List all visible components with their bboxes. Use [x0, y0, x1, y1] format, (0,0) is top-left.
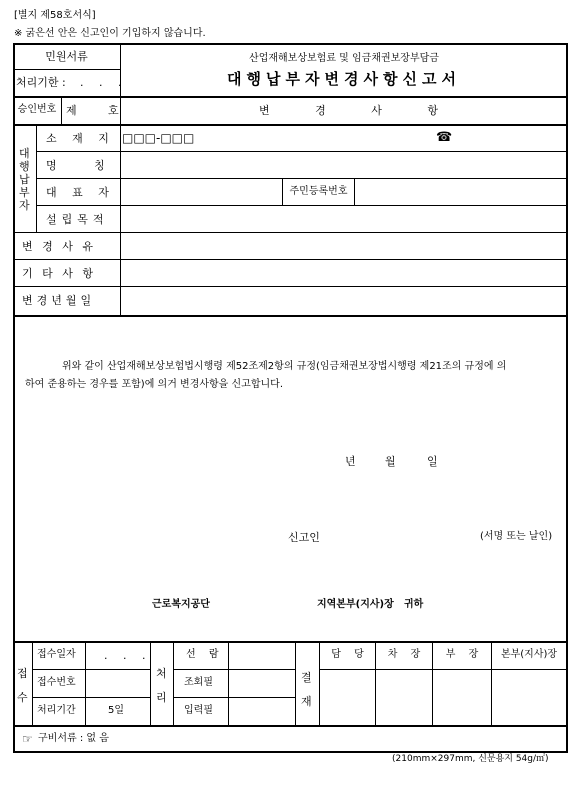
processing-period-label: 처리기간: [37, 705, 76, 716]
declaration-line-2: 하여 준용하는 경우를 포함)에 의거 변경사항을 신고합니다.: [25, 379, 283, 390]
address-postal-boxes: □□□-□□□: [122, 131, 195, 145]
approver-manager: 부 장: [445, 649, 479, 660]
required-documents: 구비서류 : 없 음: [38, 733, 109, 744]
view-label: 선 람: [186, 649, 219, 660]
resident-number-label: 주민등록번호: [289, 186, 348, 197]
change-reason-label: 변 경 사 유: [22, 240, 93, 253]
branch-head: 지역본부(지사)장: [317, 599, 394, 610]
input-label: 입력필: [184, 705, 213, 716]
establishment-purpose-label: 설립목적: [46, 213, 109, 226]
addressee-suffix: 귀하: [404, 599, 424, 610]
approver-deputy: 차 장: [387, 649, 421, 660]
receipt-group-label: 접 수: [17, 667, 28, 704]
receipt-date-label: 접수일자: [37, 649, 76, 660]
signature-label: (서명 또는 날인): [480, 531, 553, 542]
min-won-label: 민원서류: [45, 50, 88, 63]
approval-group-label: 결 재: [301, 671, 312, 708]
processing-period-value: 5일: [108, 705, 125, 716]
process-group-label: 처 리: [156, 667, 167, 704]
form-title: 대행납부자변경사항신고서: [227, 70, 461, 88]
reporter-label: 신고인: [288, 531, 320, 544]
change-date-label: 변경년월일: [22, 294, 96, 307]
approval-number-label: 승인번호: [17, 104, 57, 115]
instruction-note: ※ 굵은선 안은 신고인이 기입하지 않습니다.: [14, 28, 206, 39]
check-label: 조회필: [184, 677, 213, 688]
other-matters-label: 기 타 사 항: [22, 267, 93, 280]
date-month-label: 월: [385, 455, 396, 468]
date-day-label: 일: [427, 455, 438, 468]
receipt-number-label: 접수번호: [37, 677, 76, 688]
deadline-label: 처리기한 :: [16, 76, 66, 89]
name-label: 명 칭: [46, 159, 105, 172]
paper-spec: (210mm×297mm, 신문용지 54g/㎡): [392, 754, 549, 764]
approver-staff: 담 당: [331, 649, 364, 660]
agency-name: 근로복지공단: [152, 599, 210, 610]
form-subtitle: 산업재해보상보험료 및 임금채권보장부담금: [249, 53, 439, 64]
phone-icon: ☎: [436, 130, 453, 145]
declaration-line-1: 위와 같이 산업재해보상보험법시행령 제52조제2항의 규정(임금채권보장법시행령 제21조의 규정에 의: [62, 361, 507, 372]
agent-group-label: 대 행 납 부 자: [19, 147, 30, 212]
ho-label: 호: [108, 104, 119, 117]
form-number: [별지 제58호서식]: [14, 10, 96, 21]
approver-branch-head: 본부(지사)장: [500, 649, 558, 660]
pointing-hand-icon: ☞: [22, 732, 33, 746]
receipt-date-dots: . . .: [104, 649, 152, 662]
address-label: 소 재 지: [46, 132, 109, 145]
deadline-dots: . . .: [80, 76, 128, 89]
representative-label: 대 표 자: [46, 186, 109, 199]
change-items-label: 변 경 사 항: [259, 104, 438, 117]
date-year-label: 년: [345, 455, 356, 468]
je-label: 제: [66, 104, 77, 117]
